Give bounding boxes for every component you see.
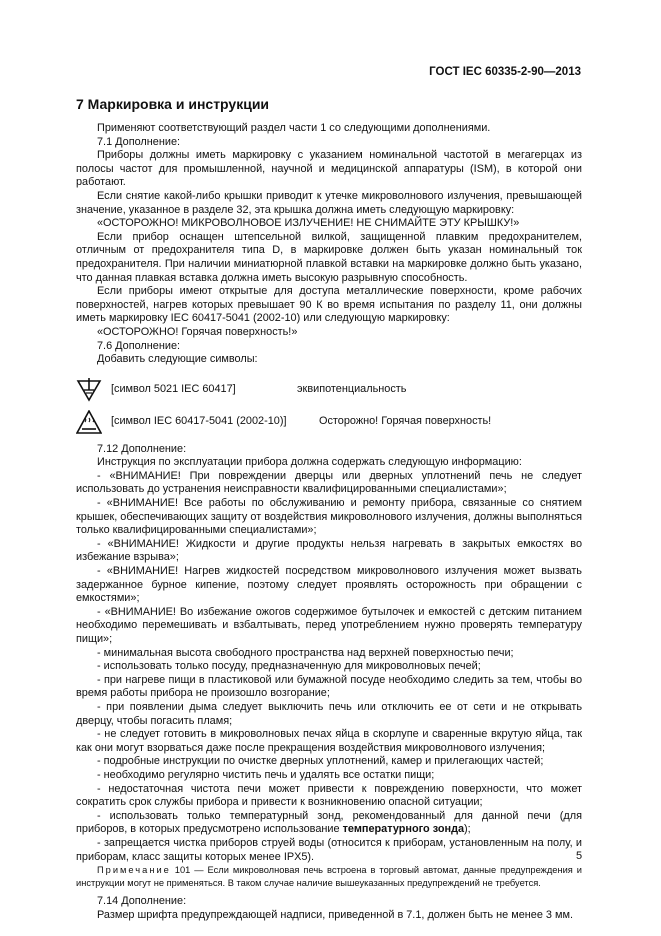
list-item: - запрещается чистка приборов струей воды (относится к приборам, установленным на полу, и приборам, класс защиты которых менее IPX5). xyxy=(76,836,582,863)
symbol-reference: [символ IEC 60417-5041 (2002-10)] xyxy=(111,414,287,427)
list-item: - «ВНИМАНИЕ! При повреждении дверцы или дверных уплотнений печь не следует использовать до устранения неисправности квалифицированными специалистами»; xyxy=(76,469,582,496)
list-item: - недостаточная чистота печи может привести к повреждению поверхности, что может сократить срок службы прибора и привести к возникновению опасной ситуации; xyxy=(76,782,582,809)
section-body xyxy=(76,122,582,922)
note-paragraph xyxy=(76,864,582,889)
list-item: - при появлении дыма следует выключить печь или отключить ее от сети и не открывать дверцу, чтобы погасить пламя; xyxy=(76,700,582,727)
clause-7-1-paragraph-3: Если прибор оснащен штепсельной вилкой, защищенной плавким предохранителем, отличным от предохранителя типа D, в маркировке должен быть указан номинальный ток предохранителя. При наличии миниатюрной плавкой вставки на маркировке должно быть указано, что данная плавкая вставка должна иметь высокую разрывную способность. xyxy=(76,230,582,284)
list-item: - минимальная высота свободного пространства над верхней поверхностью печи; xyxy=(97,646,514,659)
clause-7-6-heading: 7.6 Дополнение: xyxy=(97,339,181,352)
hot-surface-warning: «ОСТОРОЖНО! Горячая поверхность!» xyxy=(97,325,298,338)
clause-7-6-instruction: Добавить следующие символы: xyxy=(97,353,258,366)
clause-7-14-paragraph: Размер шрифта предупреждающей надписи, приведенной в 7.1, должен быть не менее 3 мм. xyxy=(97,908,573,921)
document-header: ГОСТ IEC 60335-2-90—2013 xyxy=(429,66,581,78)
list-item: - подробные инструкции по очистке дверных уплотнений, камер и прилегающих частей; xyxy=(97,755,544,768)
symbol-row-hot-surface xyxy=(76,409,582,435)
clause-7-12-intro: Инструкция по эксплуатации прибора должна содержать следующую информацию: xyxy=(97,456,522,469)
list-item: - при нагреве пищи в пластиковой или бумажной посуде необходимо следить за тем, чтобы во время работы прибора не произошло возгорание; xyxy=(76,673,582,700)
symbol-description: Осторожно! Горячая поверхность! xyxy=(319,414,492,427)
page-number: 5 xyxy=(576,850,583,862)
list-item: - использовать только посуду, предназначенную для микроволновых печей; xyxy=(97,660,481,673)
list-item: - «ВНИМАНИЕ! Жидкости и другие продукты нельзя нагревать в закрытых емкостях во избежание взрыва»; xyxy=(76,537,582,564)
list-item: - «ВНИМАНИЕ! Нагрев жидкостей посредством микроволнового излучения может вызвать задержанное бурное кипение, поэтому следует проявлять осторожность при обращении с емкостями»; xyxy=(76,565,582,605)
symbol-description: эквипотенциальность xyxy=(297,382,407,395)
instruction-list xyxy=(76,470,582,810)
section-title: 7 Маркировка и инструкции xyxy=(76,96,270,112)
list-item: - не следует готовить в микроволновых печах яйца в скорлупе и сваренные вкрутую яйца, так как они могут взорваться даже после прекращения воздействия микроволнового излучения; xyxy=(76,728,582,754)
clause-7-1-paragraph-2: Если снятие какой-либо крышки приводит к утечке микроволнового излучения, превышающей значение, указанное в разделе 32, эта крышка должна иметь следующую маркировку: xyxy=(76,189,582,216)
bold-term: температурного зонда xyxy=(342,823,465,836)
symbol-row-equipotential xyxy=(76,377,582,403)
clause-7-1-heading: 7.1 Дополнение: xyxy=(97,135,181,148)
list-item: - «ВНИМАНИЕ! Во избежание ожогов содержимое бутылочек и емкостей с детским питанием необходимо перемешивать и взбалтывать, перед употреблением нужно проверять температуру пищи»; xyxy=(76,605,582,645)
list-item: - необходимо регулярно чистить печь и удалять все остатки пищи; xyxy=(97,768,435,781)
clause-7-14-heading: 7.14 Дополнение: xyxy=(97,895,187,908)
list-item: - «ВНИМАНИЕ! Все работы по обслуживанию и ремонту прибора, связанные со снятием крышек, обеспечивающих защиту от воздействия микроволнового излучения, должны выполняться только квалифицированными специалистами»; xyxy=(76,497,582,537)
clause-7-1-paragraph-4: Если приборы имеют открытые для доступа металлические поверхности, кроме рабочих поверхностей, нагрев которых превышает 90 К во время испытания по разделу 11, они должны иметь маркировку IEC 60417-5041 (2002-10) или следующую маркировку: xyxy=(76,285,582,325)
note-label: Примечание xyxy=(97,865,171,876)
clause-7-12-heading: 7.12 Дополнение: xyxy=(97,442,187,455)
note-text: 101 — Если микроволновая печь встроена в торговый автомат, данные предупреждения и инструкции могут не применяться. В таком случае наличие вышеуказанных предупреждений не требуется. xyxy=(76,865,582,888)
list-item: - использовать только температурный зонд, рекомендованный для данной печи (для приборов, в которых предусмотрено использование температурного зонда); xyxy=(76,809,582,836)
intro-paragraph: Применяют соответствующий раздел части 1 со следующими дополнениями. xyxy=(97,122,491,134)
hot-surface-icon xyxy=(76,410,102,434)
clause-7-1-paragraph-1: Приборы должны иметь маркировку с указанием номинальной частотой в мегагерцах из полосы частот для промышленной, научной и медицинской аппаратуры (ISM), в которой они работают. xyxy=(76,149,582,189)
microwave-cover-warning: «ОСТОРОЖНО! МИКРОВОЛНОВОЕ ИЗЛУЧЕНИЕ! НЕ СНИМАЙТЕ ЭТУ КРЫШКУ!» xyxy=(97,217,520,230)
symbol-reference: [символ 5021 IEC 60417] xyxy=(111,382,236,395)
equipotential-icon xyxy=(76,378,102,402)
